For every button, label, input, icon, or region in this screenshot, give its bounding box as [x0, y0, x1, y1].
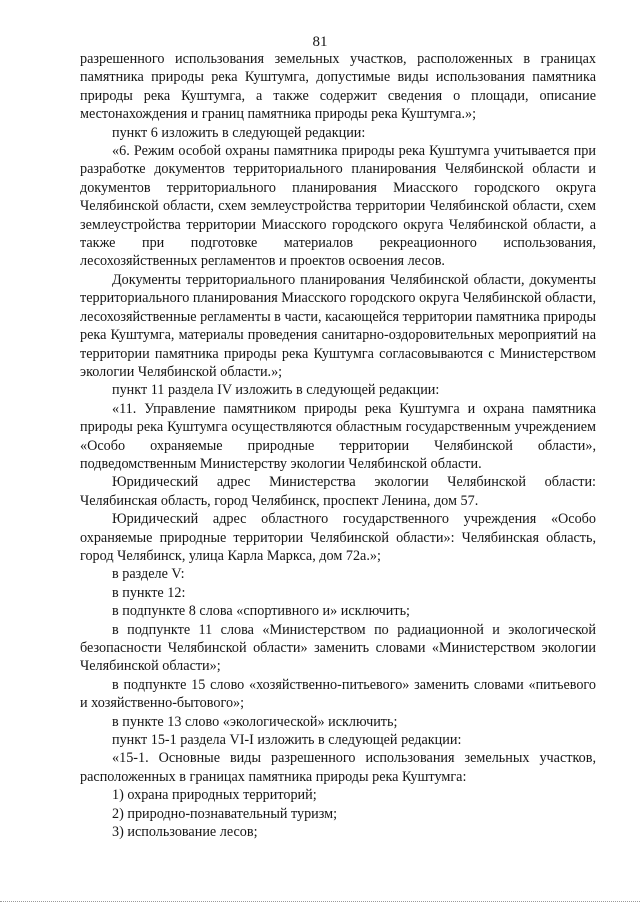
paragraph: Документы территориального планирования Челябинской области, документы территориального планирования Миасского городского округа Челябинской области, лесохозяйственные регламенты в части, касающейся территории памятника природы река Куштумга, материалы проведения санитарно-оздоровительных мероприятий на территории памятника природы река Куштумга согласовываются с Министерством экологии Челябинской области.»; [80, 271, 596, 380]
paragraph: «11. Управление памятником природы река Куштумга и охрана памятника природы река Куштумга осуществляются областным государственным учреждением «Особо охраняемые природные территории Челябинской области», подведомственным Министерству экологии Челябинской области. [80, 400, 596, 472]
document-body [80, 50, 596, 841]
paragraph: пункт 15-1 раздела VI-I изложить в следующей редакции: [112, 732, 462, 749]
paragraph: в подпункте 11 слова «Министерством по радиационной и экологической безопасности Челябинской области» заменить словами «Министерством экологии Челябинской области»; [80, 621, 596, 675]
paragraph: Юридический адрес областного государственного учреждения «Особо охраняемые природные территории Челябинской области»: Челябинская область, город Челябинск, улица Карла Маркса, дом 72а.»; [80, 511, 596, 564]
list-item: 1) охрана природных территорий; [112, 787, 317, 804]
list-item: 3) использование лесов; [112, 824, 258, 841]
paragraph: «6. Режим особой охраны памятника природы река Куштумга учитывается при разработке документов территориального планирования Челябинской области и документов территориального планирования Миасского городского округа Челябинской области, схем землеустройства территории Челябинской области, схем землеустройства территории Миасского городского округа Челябинской области, а также при подготовке материалов рекреационного использования, лесохозяйственных регламентов и проектов освоения лесов. [80, 143, 596, 270]
paragraph: в подпункте 15 слово «хозяйственно-питьевого» заменить словами «питьевого и хозяйственно-бытового»; [80, 676, 596, 712]
paragraph: пункт 6 изложить в следующей редакции: [112, 124, 366, 141]
paragraph: в пункте 13 слово «экологической» исключить; [112, 713, 398, 730]
paragraph: пункт 11 раздела IV изложить в следующей редакции: [112, 382, 440, 399]
scan-edge-line [0, 900, 640, 902]
paragraph: «15-1. Основные виды разрешенного использования земельных участков, расположенных в границах памятника природы река Куштумга: [80, 750, 596, 785]
list-item: 2) природно-познавательный туризм; [112, 805, 338, 822]
page-number: 81 [312, 34, 328, 50]
paragraph: в разделе V: [112, 566, 185, 583]
paragraph: Юридический адрес Министерства экологии Челябинской области: Челябинская область, город Челябинск, проспект Ленина, дом 57. [80, 474, 596, 509]
paragraph: разрешенного использования земельных участков, расположенных в границах памятника природы река Куштумга, допустимые виды использования памятника природы река Куштумга, а также содержит сведения о площади, описание местонахождения и границ памятника природы река Куштумга.»; [80, 51, 596, 123]
paragraph: в подпункте 8 слова «спортивного и» исключить; [112, 603, 410, 620]
paragraph: в пункте 12: [112, 584, 186, 601]
